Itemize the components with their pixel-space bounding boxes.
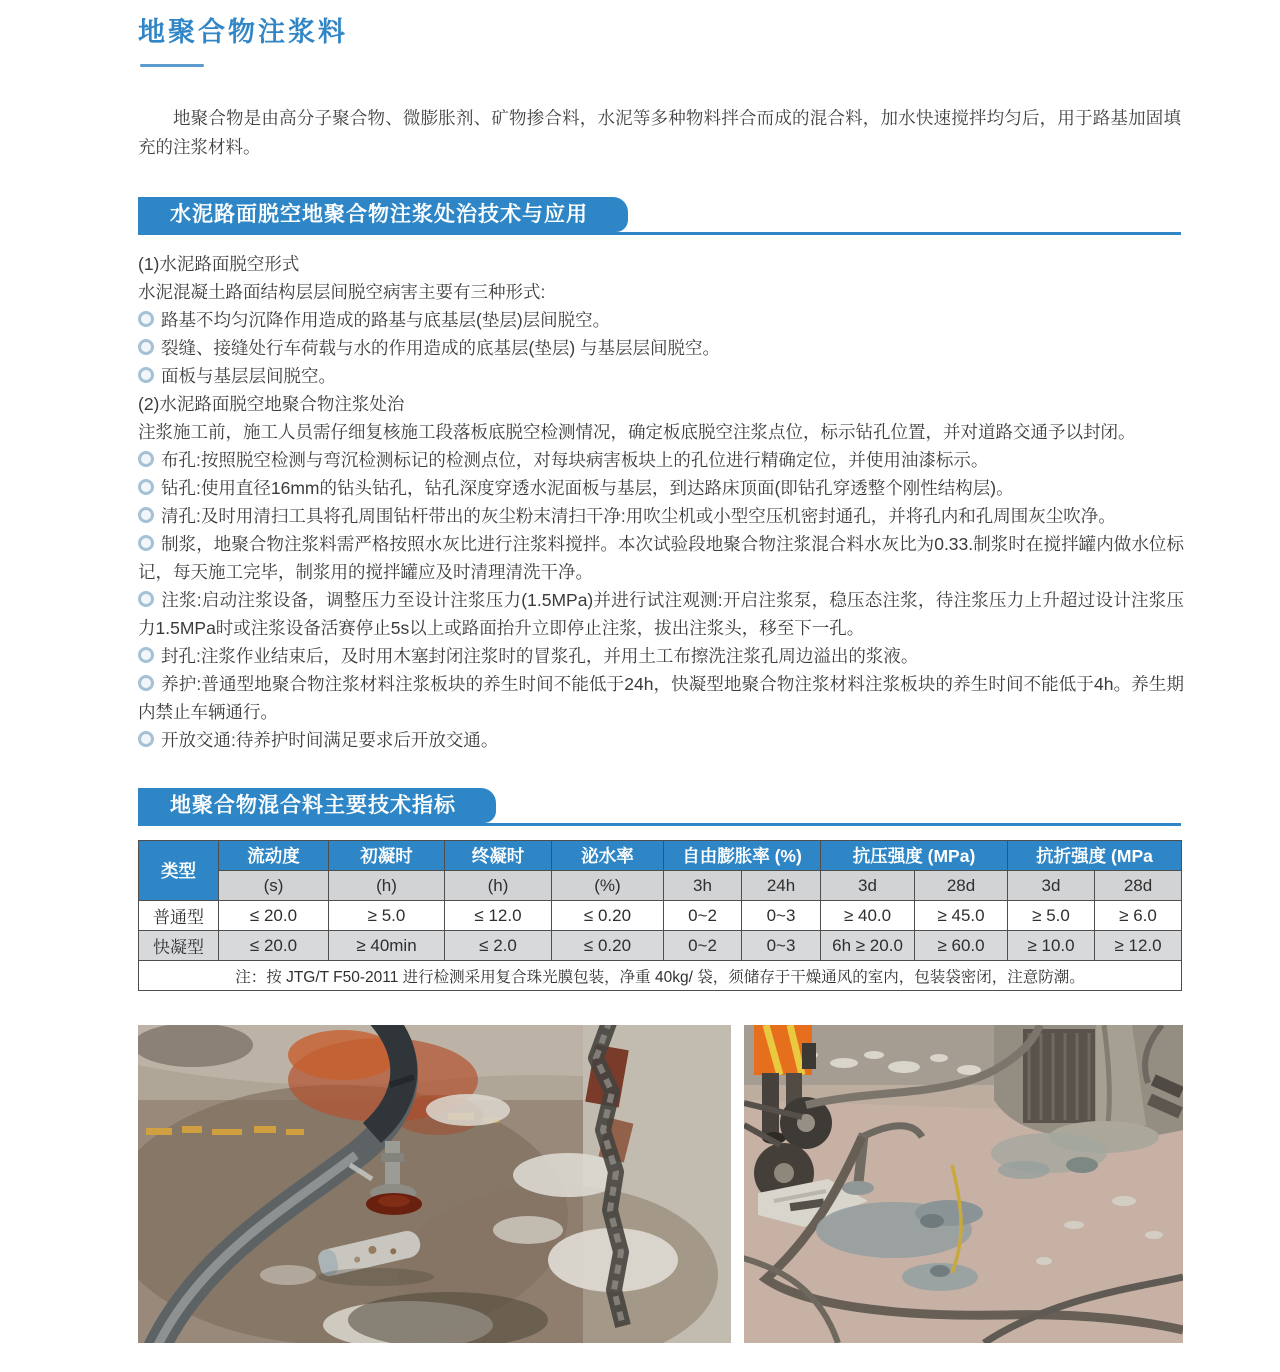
spec-cell: ≤ 2.0: [445, 931, 552, 961]
table-header-row: [139, 841, 1182, 871]
photo-grouting-site: [744, 1025, 1183, 1343]
ring-bullet-icon: [138, 367, 154, 383]
title-underline: [140, 64, 204, 67]
spec-cell: ≤ 0.20: [552, 931, 664, 961]
subheader-cell: (s): [219, 871, 329, 901]
ring-bullet-icon: [138, 675, 154, 691]
header-cell: 抗压强度 (MPa): [821, 841, 1008, 871]
spec-cell: ≥ 10.0: [1008, 931, 1095, 961]
body-line: (1)水泥路面脱空形式: [138, 254, 300, 274]
spec-cell: ≥ 45.0: [915, 901, 1008, 931]
body-line: 裂缝、接缝处行车荷载与水的作用造成的底基层(垫层) 与基层层间脱空。: [138, 334, 1184, 362]
section-banner-specs: 地聚合物混合料主要技术指标: [138, 788, 496, 823]
spec-cell: ≥ 60.0: [915, 931, 1008, 961]
spec-cell: ≤ 0.20: [552, 901, 664, 931]
subheader-cell: 3d: [821, 871, 915, 901]
subheader-cell: (h): [445, 871, 552, 901]
spec-cell: 0~3: [742, 931, 821, 961]
body-line: 开放交通:待养护时间满足要求后开放交通。: [138, 726, 1184, 754]
spec-cell: 0~2: [664, 901, 742, 931]
subheader-cell: 28d: [1095, 871, 1182, 901]
spec-cell: ≥ 12.0: [1095, 931, 1182, 961]
body-line: 路基不均匀沉降作用造成的路基与底基层(垫层)层间脱空。: [138, 306, 1184, 334]
header-cell: 抗折强度 (MPa: [1008, 841, 1182, 871]
section-banner-row: [138, 197, 1181, 235]
table-row: [139, 931, 1182, 961]
spec-cell: ≤ 12.0: [445, 901, 552, 931]
table-note-row: [139, 961, 1182, 991]
specs-table: [138, 840, 1182, 991]
subheader-cell: 28d: [915, 871, 1008, 901]
ring-bullet-icon: [138, 339, 154, 355]
intro-paragraph: 地聚合物是由高分子聚合物、微膨胀剂、矿物掺合料，水泥等多种物料拌合而成的混合料，加水快速搅拌均匀后，用于路基加固填充的注浆材料。: [138, 108, 1181, 157]
subheader-cell: (h): [329, 871, 445, 901]
table-note: 注：按 JTG/T F50-2011 进行检测采用复合珠光膜包装，净重 40kg/ 袋，须储存于干燥通风的室内，包装袋密闭，注意防潮。: [139, 961, 1182, 991]
spec-cell: ≤ 20.0: [219, 931, 329, 961]
row-type-cell: 快凝型: [139, 931, 219, 961]
ring-bullet-icon: [138, 535, 154, 551]
ring-bullet-icon: [138, 647, 154, 663]
body-line: 水泥混凝土路面结构层层间脱空病害主要有三种形式:: [138, 282, 546, 302]
header-cell: 泌水率: [552, 841, 664, 871]
ring-bullet-icon: [138, 591, 154, 607]
spec-cell: 0~2: [664, 931, 742, 961]
ring-bullet-icon: [138, 479, 154, 495]
body-line: 注浆:启动注浆设备，调整压力至设计注浆压力(1.5MPa)并进行试注观测:开启注浆泵，稳压态注浆，待注浆压力上升超过设计注浆压力1.5MPa时或注浆设备活赛停止5s以上或路面抬升立即停止注浆，拔出注浆头，移至下一孔。: [138, 590, 1184, 638]
subheader-cell: 3d: [1008, 871, 1095, 901]
body-line: 封孔:注浆作业结束后，及时用木塞封闭注浆时的冒浆孔，并用土工布擦洗注浆孔周边溢出的浆液。: [138, 642, 1184, 670]
spec-cell: ≥ 40min: [329, 931, 445, 961]
subheader-cell: (%): [552, 871, 664, 901]
ring-bullet-icon: [138, 507, 154, 523]
body-line: 面板与基层层间脱空。: [138, 362, 1184, 390]
body-line: 注浆施工前，施工人员需仔细复核施工段落板底脱空检测情况，确定板底脱空注浆点位，标示钻孔位置，并对道路交通予以封闭。: [138, 422, 1136, 442]
ring-bullet-icon: [138, 451, 154, 467]
spec-cell: ≤ 20.0: [219, 901, 329, 931]
body-line: (2)水泥路面脱空地聚合物注浆处治: [138, 394, 405, 414]
spec-cell: ≥ 6.0: [1095, 901, 1182, 931]
technique-body: [138, 250, 1184, 754]
header-cell: 流动度: [219, 841, 329, 871]
spec-cell: 6h ≥ 20.0: [821, 931, 915, 961]
body-line: 制浆，地聚合物注浆料需严格按照水灰比进行注浆料搅拌。本次试验段地聚合物注浆混合料水灰比为0.33.制浆时在搅拌罐内做水位标记，每天施工完毕，制浆用的搅拌罐应及时清理清洗干净。: [138, 534, 1184, 582]
section-banner-row: [138, 788, 1181, 826]
header-cell: 终凝时: [445, 841, 552, 871]
subheader-cell: 3h: [664, 871, 742, 901]
photo-grouting-port: [138, 1025, 731, 1343]
photo-strip: [138, 1025, 1183, 1343]
header-cell: 自由膨胀率 (%): [664, 841, 821, 871]
header-cell-type: 类型: [139, 841, 219, 901]
table-subheader-row: [139, 871, 1182, 901]
body-line: 清孔:及时用清扫工具将孔周围钻杆带出的灰尘粉末清扫干净:用吹尘机或小型空压机密封通孔，并将孔内和孔周围灰尘吹净。: [138, 502, 1184, 530]
header-cell: 初凝时: [329, 841, 445, 871]
spec-cell: ≥ 5.0: [1008, 901, 1095, 931]
body-line: 养护:普通型地聚合物注浆材料注浆板块的养生时间不能低于24h，快凝型地聚合物注浆材料注浆板块的养生时间不能低于4h。养生期内禁止车辆通行。: [138, 674, 1184, 722]
ring-bullet-icon: [138, 311, 154, 327]
spec-cell: 0~3: [742, 901, 821, 931]
row-type-cell: 普通型: [139, 901, 219, 931]
spec-cell: ≥ 5.0: [329, 901, 445, 931]
subheader-cell: 24h: [742, 871, 821, 901]
ring-bullet-icon: [138, 731, 154, 747]
page-title: 地聚合物注浆料: [138, 17, 348, 47]
table-row: [139, 901, 1182, 931]
spec-cell: ≥ 40.0: [821, 901, 915, 931]
body-line: 布孔:按照脱空检测与弯沉检测标记的检测点位，对每块病害板块上的孔位进行精确定位，并使用油漆标示。: [138, 446, 1184, 474]
section-banner-technique: 水泥路面脱空地聚合物注浆处治技术与应用: [138, 197, 628, 232]
body-line: 钻孔:使用直径16mm的钻头钻孔，钻孔深度穿透水泥面板与基层，到达路床顶面(即钻孔穿透整个刚性结构层)。: [138, 474, 1184, 502]
